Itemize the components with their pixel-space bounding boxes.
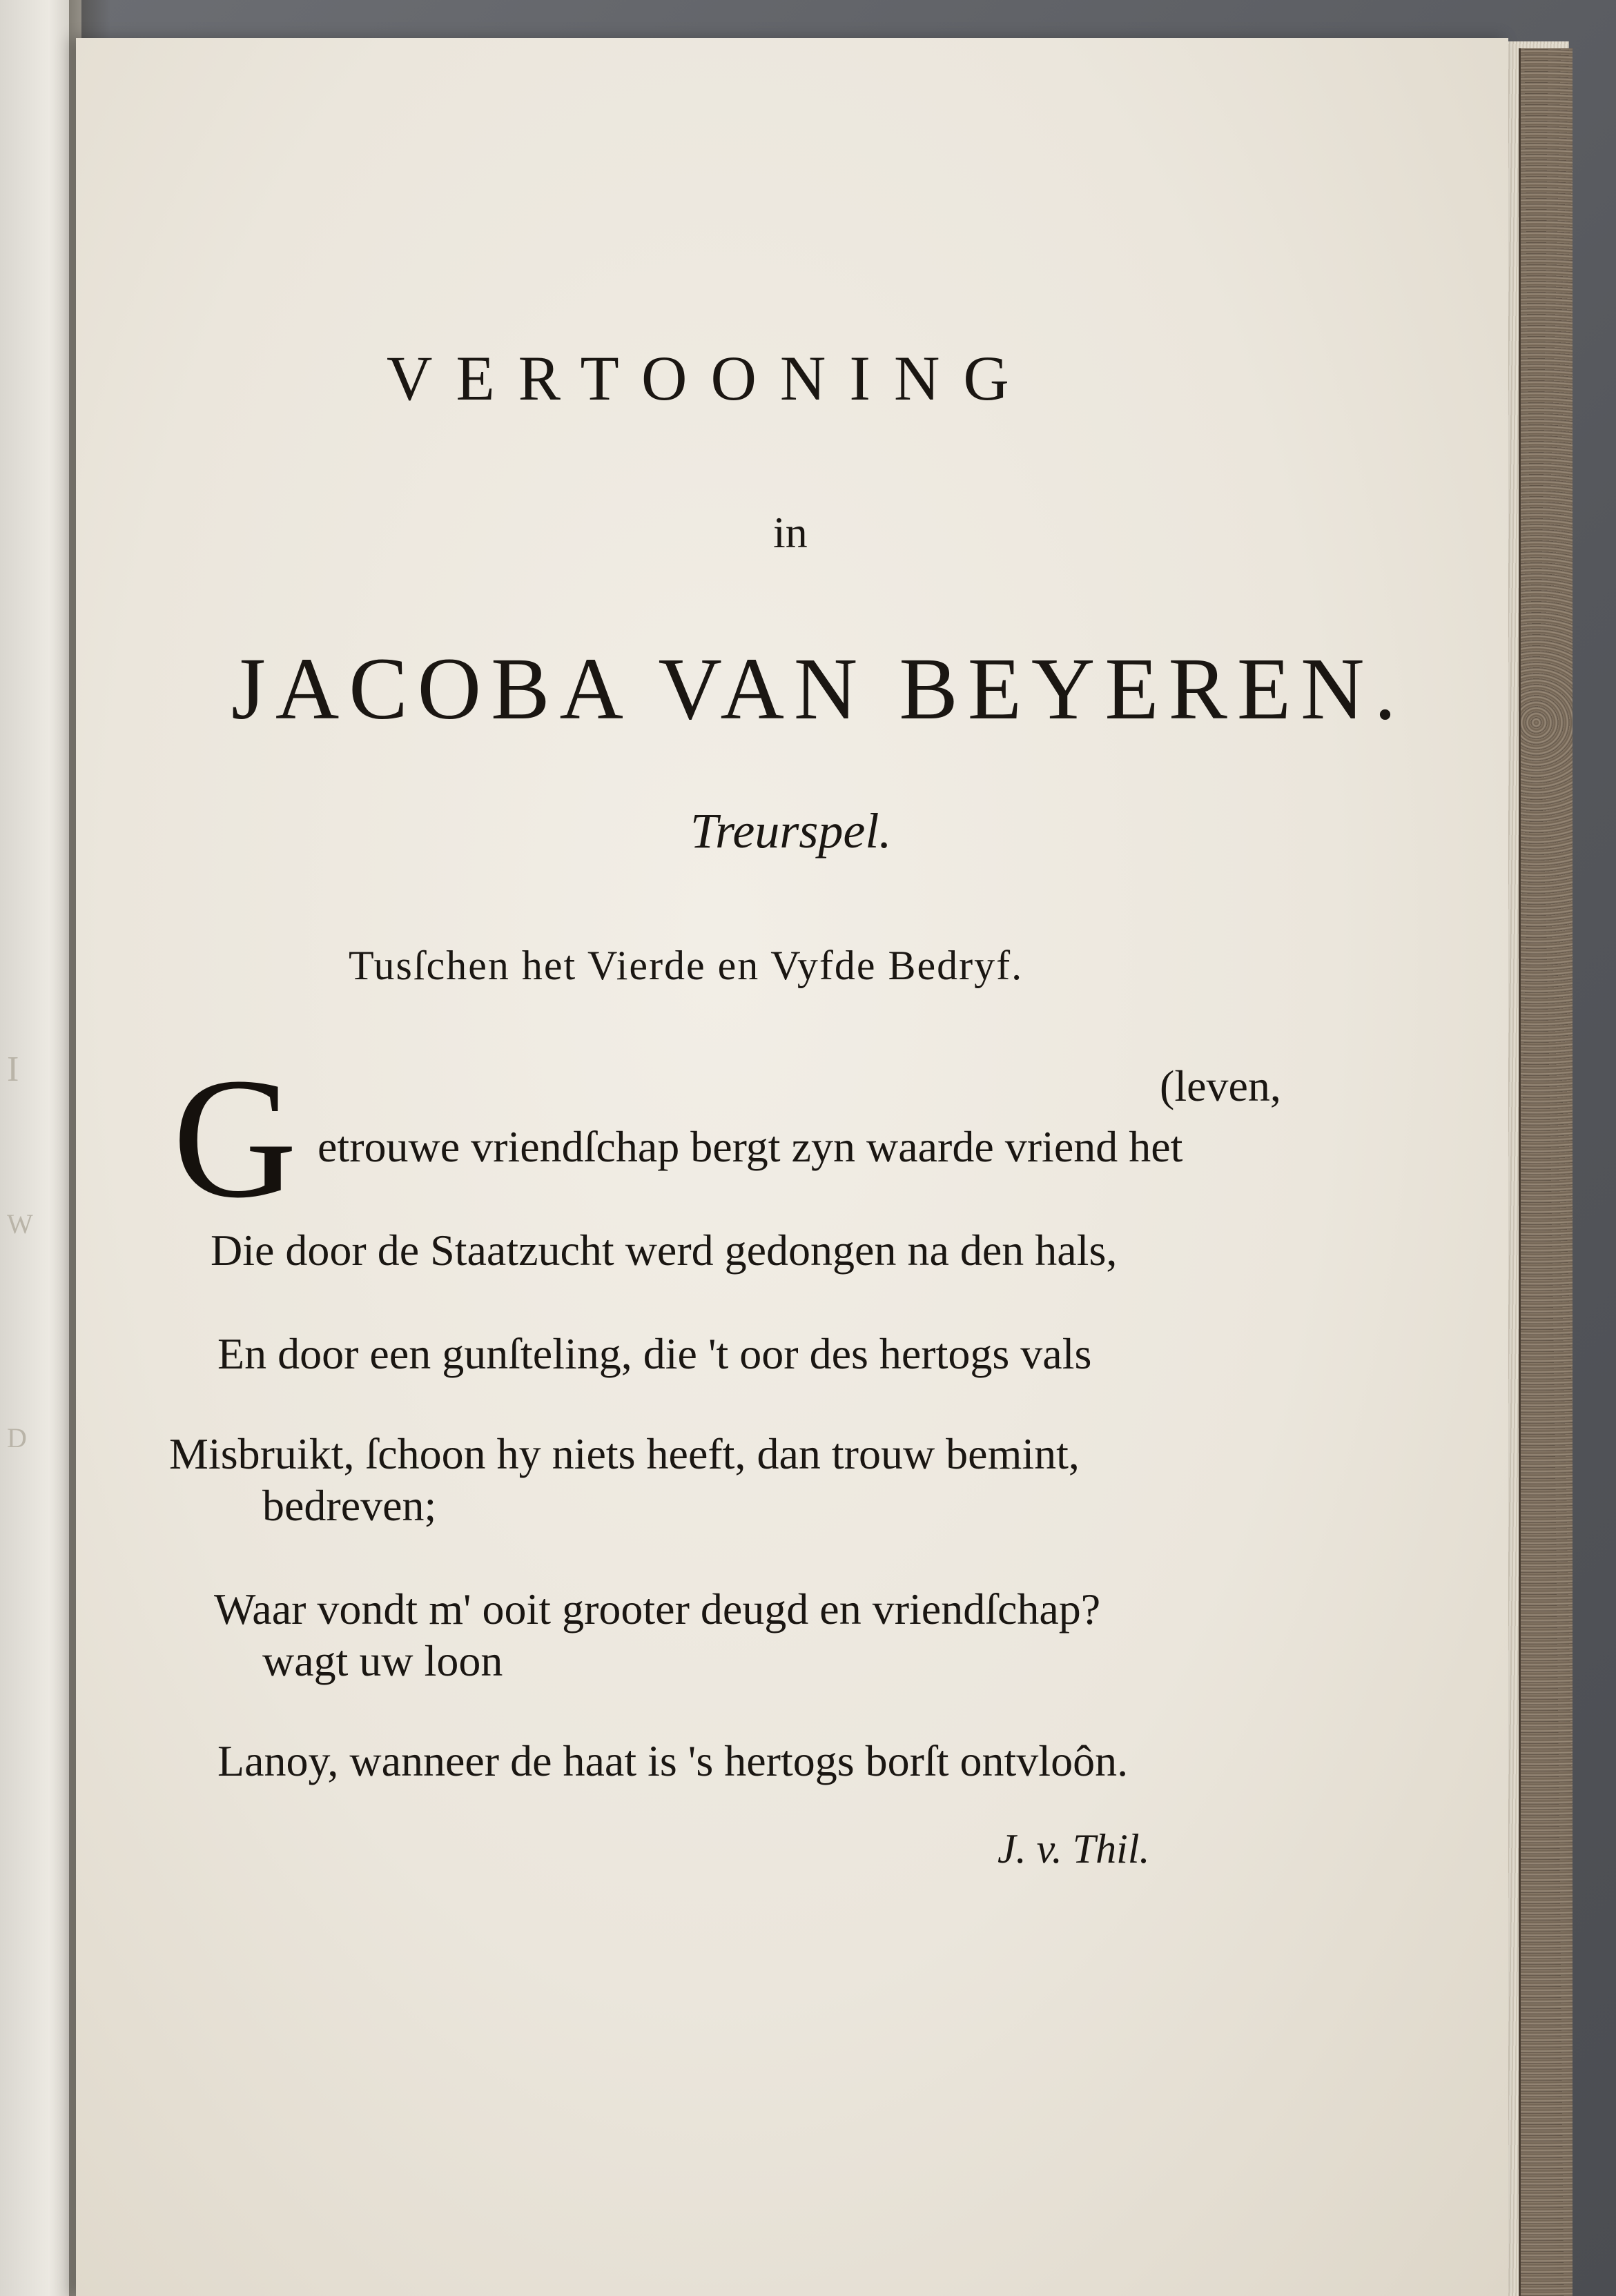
subtitle: Tusſchen het Vierde en Vyfde Bedryf.: [349, 943, 1024, 988]
verse-line-3: En door een gunſteling, die 't oor des hertogs vals: [217, 1329, 1092, 1378]
genre-label: Treurspel.: [690, 803, 892, 858]
page-title: VERTOONING: [387, 343, 1033, 413]
title-preposition: in: [773, 508, 808, 557]
drop-cap: G: [173, 1043, 298, 1234]
marbled-cover-board: [1519, 48, 1573, 2296]
book-page: [76, 38, 1508, 2296]
verse-carry-over: (leven,: [1160, 1061, 1281, 1110]
verse-line-4-continuation: bedreven;: [262, 1481, 437, 1530]
verse-line-5-continuation: wagt uw loon: [262, 1636, 503, 1685]
play-name: JACOBA VAN BEYEREN.: [231, 640, 1406, 738]
verse-line-1: etrouwe vriendſchap bergt zyn waarde vriend het: [318, 1122, 1183, 1171]
facing-page-bleed-text: D: [7, 1422, 27, 1453]
facing-page-bleed-text: W: [7, 1208, 33, 1239]
facing-page-bleed-text: I: [7, 1050, 19, 1089]
signature: J. v. Thil.: [997, 1826, 1150, 1872]
verse-line-2: Die door de Staatzucht werd gedongen na den hals,: [211, 1226, 1118, 1275]
verse-line-5: Waar vondt m' ooit grooter deugd en vriendſchap?: [214, 1584, 1101, 1633]
verse-line-4: Misbruikt, ſchoon hy niets heeft, dan trouw bemint,: [169, 1429, 1080, 1478]
verse-line-6: Lanoy, wanneer de haat is 's hertogs borſt ontvloôn.: [217, 1736, 1129, 1785]
